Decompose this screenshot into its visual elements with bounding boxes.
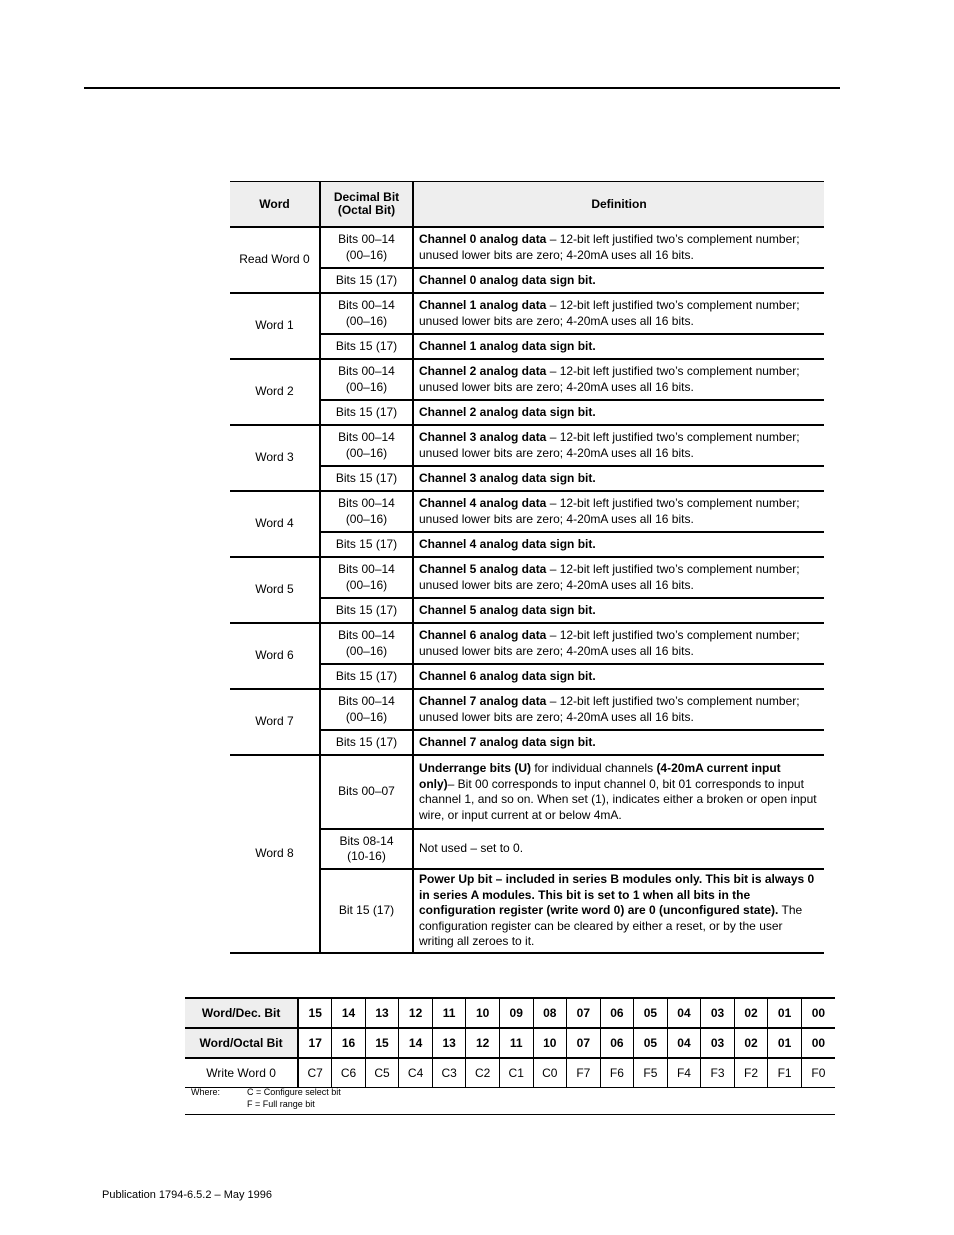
definition-cell xyxy=(413,557,824,598)
word-cell: Word 4 xyxy=(230,491,320,557)
definition-cell xyxy=(413,755,824,829)
table-row xyxy=(230,268,824,293)
octal-bit-cell: 15 xyxy=(365,1028,399,1058)
definition-term: Channel 0 analog data sign bit. xyxy=(419,272,596,287)
decimal-bit-cell: 12 xyxy=(399,998,433,1028)
definition-cell xyxy=(413,466,824,491)
definition-term: Underrange bits (U) xyxy=(419,761,532,775)
bit-range-cell: Bits 15 (17) xyxy=(320,268,413,293)
decimal-bit-cell: 08 xyxy=(533,998,567,1028)
bit-range-cell: Bits 15 (17) xyxy=(320,400,413,425)
octal-bit-cell: 02 xyxy=(734,1028,768,1058)
write-bit-cell: F0 xyxy=(801,1058,835,1088)
table-row xyxy=(230,557,824,598)
word-cell: Word 6 xyxy=(230,623,320,689)
table-row xyxy=(230,598,824,623)
definition-cell xyxy=(413,293,824,334)
write-bit-cell: F2 xyxy=(734,1058,768,1088)
write-bit-cell: F6 xyxy=(600,1058,634,1088)
octal-bit-cell: 07 xyxy=(567,1028,601,1058)
definition-cell xyxy=(413,623,824,664)
definition-cell: Not used – set to 0. xyxy=(413,829,824,869)
bit-range-cell: Bits 00–07 xyxy=(320,755,413,829)
definition-text: – 12-bit left justified two’s complement number; unused lower bits are zero; 4-20mA uses all 16 bits. xyxy=(419,496,800,526)
definition-term: Channel 6 analog data xyxy=(419,628,547,642)
definition-cell xyxy=(413,532,824,557)
definition-term: Power Up bit – included in series B modules only. This bit is always 0 in series A modules. This bit is set to 1 when all bits in the configuration register (write word 0) are 0 (unconfigured state). xyxy=(419,872,815,917)
decimal-bit-cell: 13 xyxy=(365,998,399,1028)
bit-range-cell: Bits 15 (17) xyxy=(320,598,413,623)
decimal-bit-cell: 07 xyxy=(567,998,601,1028)
write-bit-cell: C5 xyxy=(365,1058,399,1088)
word-cell: Word 7 xyxy=(230,689,320,755)
octal-bit-cell: 16 xyxy=(332,1028,366,1058)
bit-range-cell: Bits 00–14 (00–16) xyxy=(320,359,413,400)
definition-cell xyxy=(413,598,824,623)
definition-cell xyxy=(413,334,824,359)
write-bit-cell: F5 xyxy=(634,1058,668,1088)
legend-where: Where: xyxy=(191,1087,221,1097)
publication-footer: Publication 1794-6.5.2 – May 1996 xyxy=(102,1189,273,1201)
bit-range-cell: Bits 00–14 (00–16) xyxy=(320,491,413,532)
definition-term: Channel 2 analog data xyxy=(419,364,547,378)
definition-cell xyxy=(413,359,824,400)
write-word-table xyxy=(185,997,835,1088)
bit-range-cell: Bits 15 (17) xyxy=(320,466,413,491)
octal-bit-cell: 14 xyxy=(399,1028,433,1058)
decimal-bit-cell: 14 xyxy=(332,998,366,1028)
decimal-bit-cell: 06 xyxy=(600,998,634,1028)
octal-bit-label: Word/Octal Bit xyxy=(185,1028,298,1058)
definition-text: – 12-bit left justified two’s complement number; unused lower bits are zero; 4-20mA uses all 16 bits. xyxy=(419,628,800,658)
write-bit-cell: C1 xyxy=(499,1058,533,1088)
definition-term: Channel 1 analog data sign bit. xyxy=(419,338,596,353)
write-bit-cell: F1 xyxy=(768,1058,802,1088)
definition-text: – 12-bit left justified two’s complement number; unused lower bits are zero; 4-20mA uses all 16 bits. xyxy=(419,694,800,724)
octal-bit-cell: 13 xyxy=(432,1028,466,1058)
write-word-label: Write Word 0 xyxy=(185,1058,298,1088)
table-row xyxy=(230,755,824,829)
decimal-bit-cell: 15 xyxy=(298,998,332,1028)
table-row xyxy=(230,359,824,400)
definition-term: Channel 3 analog data sign bit. xyxy=(419,470,596,485)
octal-bit-cell: 10 xyxy=(533,1028,567,1058)
table-row xyxy=(230,829,824,869)
write-bit-cell: F3 xyxy=(701,1058,735,1088)
table-row xyxy=(230,334,824,359)
bit-range-cell: Bits 15 (17) xyxy=(320,664,413,689)
definition-cell xyxy=(413,268,824,293)
definition-term: Channel 7 analog data sign bit. xyxy=(419,734,596,749)
header-rule xyxy=(84,87,840,89)
definition-text: – 12-bit left justified two’s complement number; unused lower bits are zero; 4-20mA uses all 16 bits. xyxy=(419,298,800,328)
octal-bit-cell: 05 xyxy=(634,1028,668,1058)
octal-bit-cell: 06 xyxy=(600,1028,634,1058)
definition-cell xyxy=(413,400,824,425)
definition-cell xyxy=(413,869,824,953)
bit-range-cell: Bits 15 (17) xyxy=(320,730,413,755)
definition-term: Channel 7 analog data xyxy=(419,694,547,708)
definition-term: Channel 3 analog data xyxy=(419,430,547,444)
write-bit-cell: C2 xyxy=(466,1058,500,1088)
bit-range-cell: Bit 15 (17) xyxy=(320,869,413,953)
definition-text: – Bit 00 corresponds to input channel 0, bit 01 corresponds to input channel 1, and so on. When set (1), indicates either a broken or open input wire, or input current at or below 4mA. xyxy=(419,776,817,822)
word-cell: Word 2 xyxy=(230,359,320,425)
definition-text: for individual channels xyxy=(531,761,657,775)
table-row xyxy=(230,466,824,491)
octal-bit-row xyxy=(185,1028,835,1058)
decimal-bit-cell: 02 xyxy=(734,998,768,1028)
definition-term: Channel 4 analog data sign bit. xyxy=(419,536,596,551)
bit-range-cell: Bits 00–14 (00–16) xyxy=(320,425,413,466)
table-row xyxy=(230,689,824,730)
write-bit-cell: C0 xyxy=(533,1058,567,1088)
write-bit-cell: C6 xyxy=(332,1058,366,1088)
definition-term: (4-20mA current input only) xyxy=(419,761,781,791)
word-cell: Word 3 xyxy=(230,425,320,491)
bit-range-cell: Bits 08-14 (10-16) xyxy=(320,829,413,869)
table-row xyxy=(230,491,824,532)
header-decimal-bit: Decimal Bit (Octal Bit) xyxy=(320,182,413,228)
decimal-bit-cell: 11 xyxy=(432,998,466,1028)
octal-bit-cell: 11 xyxy=(499,1028,533,1058)
header-definition: Definition xyxy=(413,182,824,228)
header-word: Word xyxy=(230,182,320,228)
definition-cell xyxy=(413,664,824,689)
definition-term: Channel 0 analog data xyxy=(419,232,547,246)
definition-term: Channel 5 analog data sign bit. xyxy=(419,602,596,617)
decimal-bit-row xyxy=(185,998,835,1028)
decimal-bit-cell: 04 xyxy=(667,998,701,1028)
bit-range-cell: Bits 00–14 (00–16) xyxy=(320,689,413,730)
word-cell: Word 1 xyxy=(230,293,320,359)
table-row xyxy=(230,532,824,557)
octal-bit-cell: 00 xyxy=(801,1028,835,1058)
definition-cell xyxy=(413,730,824,755)
definition-text: The configuration register can be cleared by either a reset, or by the user writing all zeroes to it. xyxy=(419,903,803,948)
write-bit-cell: C3 xyxy=(432,1058,466,1088)
bit-range-cell: Bits 00–14 (00–16) xyxy=(320,293,413,334)
table-row xyxy=(230,664,824,689)
decimal-bit-label: Word/Dec. Bit xyxy=(185,998,298,1028)
bit-range-cell: Bits 00–14 (00–16) xyxy=(320,227,413,268)
definition-text: – 12-bit left justified two’s complement number; unused lower bits are zero; 4-20mA uses all 16 bits. xyxy=(419,562,800,592)
bit-range-cell: Bits 00–14 (00–16) xyxy=(320,623,413,664)
word-cell: Read Word 0 xyxy=(230,227,320,293)
definition-cell xyxy=(413,227,824,268)
write-bit-cell: F7 xyxy=(567,1058,601,1088)
table-row xyxy=(230,400,824,425)
definition-term: Channel 1 analog data xyxy=(419,298,547,312)
table-row xyxy=(230,227,824,268)
octal-bit-cell: 12 xyxy=(466,1028,500,1058)
decimal-bit-cell: 01 xyxy=(768,998,802,1028)
definition-text: – 12-bit left justified two’s complement number; unused lower bits are zero; 4-20mA uses all 16 bits. xyxy=(419,364,800,394)
octal-bit-cell: 17 xyxy=(298,1028,332,1058)
read-words-table xyxy=(230,181,824,954)
table-row xyxy=(230,869,824,953)
bit-range-cell: Bits 15 (17) xyxy=(320,334,413,359)
word-cell: Word 8 xyxy=(230,755,320,953)
table-row xyxy=(230,730,824,755)
write-bit-cell: C4 xyxy=(399,1058,433,1088)
definition-cell xyxy=(413,425,824,466)
definition-term: Channel 6 analog data sign bit. xyxy=(419,668,596,683)
legend-configure-select: C = Configure select bit xyxy=(247,1087,341,1097)
table-row xyxy=(230,293,824,334)
decimal-bit-cell: 03 xyxy=(701,998,735,1028)
definition-term: Channel 5 analog data xyxy=(419,562,547,576)
write-bit-cell: F4 xyxy=(667,1058,701,1088)
definition-cell xyxy=(413,689,824,730)
table-row xyxy=(230,425,824,466)
table-header-row xyxy=(230,182,824,228)
write-bit-cell: C7 xyxy=(298,1058,332,1088)
table-row xyxy=(230,623,824,664)
word-cell: Word 5 xyxy=(230,557,320,623)
octal-bit-cell: 03 xyxy=(701,1028,735,1058)
legend-full-range: F = Full range bit xyxy=(247,1099,315,1109)
definition-term: Channel 2 analog data sign bit. xyxy=(419,404,596,419)
octal-bit-cell: 04 xyxy=(667,1028,701,1058)
bit-legend xyxy=(185,1083,835,1115)
definition-cell xyxy=(413,491,824,532)
bit-range-cell: Bits 15 (17) xyxy=(320,532,413,557)
bit-range-cell: Bits 00–14 (00–16) xyxy=(320,557,413,598)
decimal-bit-cell: 10 xyxy=(466,998,500,1028)
decimal-bit-cell: 09 xyxy=(499,998,533,1028)
definition-text: – 12-bit left justified two’s complement number; unused lower bits are zero; 4-20mA uses all 16 bits. xyxy=(419,430,800,460)
decimal-bit-cell: 00 xyxy=(801,998,835,1028)
definition-term: Channel 4 analog data xyxy=(419,496,547,510)
definition-text: – 12-bit left justified two’s complement number; unused lower bits are zero; 4-20mA uses all 16 bits. xyxy=(419,232,800,262)
decimal-bit-cell: 05 xyxy=(634,998,668,1028)
octal-bit-cell: 01 xyxy=(768,1028,802,1058)
